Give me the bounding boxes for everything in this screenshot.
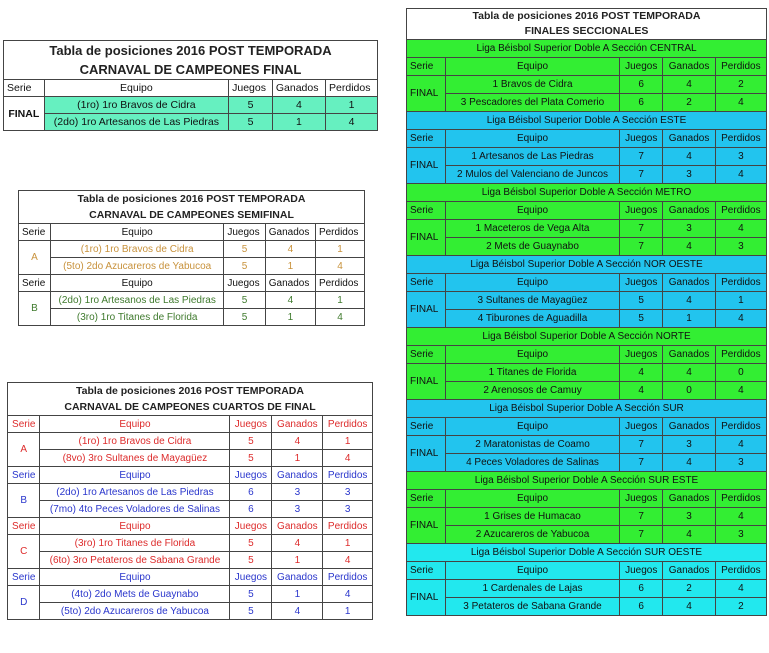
section-header (407, 112, 767, 130)
table-row: (2do) 1ro Artesanos de Las Piedras 5 1 4 (4, 114, 378, 131)
table-row: C (3ro) 1ro Titanes de Florida 5 4 1 (8, 535, 373, 552)
table-row: (5to) 2do Azucareros de Yabucoa 5 1 4 (19, 258, 365, 275)
seccionales-table-title: Tabla de posiciones 2016 POST TEMPORADA FINALES SECCIONALES (407, 9, 767, 40)
semifinal-standings-table (18, 190, 365, 326)
serie-label: FINAL (407, 436, 446, 472)
semifinal-table-title: Tabla de posiciones 2016 POST TEMPORADA CARNAVAL DE CAMPEONES SEMIFINAL (19, 191, 365, 224)
serie-label: A (19, 241, 51, 275)
team-name: (2do) 1ro Artesanos de Las Piedras (44, 114, 228, 131)
serie-label: FINAL (4, 97, 45, 131)
table-row: 2 Mets de Guaynabo 7 4 3 (407, 238, 767, 256)
header-row: Serie Equipo Juegos Ganados Perdidos (8, 467, 373, 484)
table-row: D (4to) 2do Mets de Guaynabo 5 1 4 (8, 586, 373, 603)
table-row: (7mo) 4to Peces Voladores de Salinas 6 3 3 (8, 501, 373, 518)
table-row: (6to) 3ro Petateros de Sabana Grande 5 1 4 (8, 552, 373, 569)
table-row: 2 Azucareros de Yabucoa 7 4 3 (407, 526, 767, 544)
table-row: (8vo) 3ro Sultanes de Mayagüez 5 1 4 (8, 450, 373, 467)
final-standings-table (3, 40, 378, 131)
table-row: FINAL 3 Sultanes de Mayagüez 5 4 1 (407, 292, 767, 310)
table-row: 4 Tiburones de Aguadilla 5 1 4 (407, 310, 767, 328)
serie-label: FINAL (407, 148, 446, 184)
section-name: Liga Béisbol Superior Doble A Sección NORTE (407, 328, 767, 346)
section-header (407, 184, 767, 202)
header-row: Serie Equipo Juegos Ganados Perdidos (19, 224, 365, 241)
cuartos-standings-table (7, 382, 373, 620)
header-row: Serie Equipo Juegos Ganados Perdidos (4, 80, 378, 97)
header-row: Serie Equipo Juegos Ganados Perdidos (407, 202, 767, 220)
table-row: 3 Petateros de Sabana Grande 6 4 2 (407, 598, 767, 616)
section-name: Liga Béisbol Superior Doble A Sección ESTE (407, 112, 767, 130)
team-name: (1ro) 1ro Bravos de Cidra (44, 97, 228, 114)
seccionales-body (407, 40, 767, 616)
section-header (407, 400, 767, 418)
cuartos-body (8, 416, 373, 620)
cuartos-table-title: Tabla de posiciones 2016 POST TEMPORADA CARNAVAL DE CAMPEONES CUARTOS DE FINAL (8, 383, 373, 416)
section-header (407, 544, 767, 562)
section-header (407, 328, 767, 346)
header-row: Serie Equipo Juegos Ganados Perdidos (407, 58, 767, 76)
table-row: (3ro) 1ro Titanes de Florida 5 1 4 (19, 309, 365, 326)
serie-label: FINAL (407, 364, 446, 400)
table-row: B (2do) 1ro Artesanos de Las Piedras 5 4 1 (19, 292, 365, 309)
section-header (407, 472, 767, 490)
serie-label: FINAL (407, 580, 446, 616)
table-row: A (1ro) 1ro Bravos de Cidra 5 4 1 (8, 433, 373, 450)
section-name: Liga Béisbol Superior Doble A Sección SUR OESTE (407, 544, 767, 562)
header-row: Serie Equipo Juegos Ganados Perdidos (19, 275, 365, 292)
serie-label: FINAL (407, 220, 446, 256)
section-header (407, 256, 767, 274)
section-header (407, 40, 767, 58)
serie-label: A (8, 433, 40, 467)
serie-label: D (8, 586, 40, 620)
seccionales-standings-table (406, 8, 767, 616)
table-row: FINAL 1 Maceteros de Vega Alta 7 3 4 (407, 220, 767, 238)
header-row: Serie Equipo Juegos Ganados Perdidos (407, 490, 767, 508)
table-row: 2 Arenosos de Camuy 4 0 4 (407, 382, 767, 400)
serie-label: B (19, 292, 51, 326)
table-row: 4 Peces Voladores de Salinas 7 4 3 (407, 454, 767, 472)
serie-label: FINAL (407, 508, 446, 544)
header-row: Serie Equipo Juegos Ganados Perdidos (407, 130, 767, 148)
table-row: A (1ro) 1ro Bravos de Cidra 5 4 1 (19, 241, 365, 258)
table-row: 3 Pescadores del Plata Comerio 6 2 4 (407, 94, 767, 112)
table-row: 2 Mulos del Valenciano de Juncos 7 3 4 (407, 166, 767, 184)
header-row: Serie Equipo Juegos Ganados Perdidos (407, 274, 767, 292)
header-row: Serie Equipo Juegos Ganados Perdidos (8, 416, 373, 433)
section-name: Liga Béisbol Superior Doble A Sección NOR OESTE (407, 256, 767, 274)
serie-label: FINAL (407, 76, 446, 112)
header-row: Serie Equipo Juegos Ganados Perdidos (407, 562, 767, 580)
section-name: Liga Béisbol Superior Doble A Sección SUR ESTE (407, 472, 767, 490)
table-row: FINAL (1ro) 1ro Bravos de Cidra 5 4 1 (4, 97, 378, 114)
table-row: B (2do) 1ro Artesanos de Las Piedras 6 3 3 (8, 484, 373, 501)
table-row: FINAL 1 Titanes de Florida 4 4 0 (407, 364, 767, 382)
table-row: (5to) 2do Azucareros de Yabucoa 5 4 1 (8, 603, 373, 620)
table-row: FINAL 1 Cardenales de Lajas 6 2 4 (407, 580, 767, 598)
table-row: FINAL 1 Bravos de Cidra 6 4 2 (407, 76, 767, 94)
header-row: Serie Equipo Juegos Ganados Perdidos (8, 569, 373, 586)
section-name: Liga Béisbol Superior Doble A Sección CENTRAL (407, 40, 767, 58)
header-row: Serie Equipo Juegos Ganados Perdidos (407, 346, 767, 364)
section-name: Liga Béisbol Superior Doble A Sección METRO (407, 184, 767, 202)
serie-label: B (8, 484, 40, 518)
serie-label: C (8, 535, 40, 569)
serie-label: FINAL (407, 292, 446, 328)
table-row: FINAL 2 Maratonistas de Coamo 7 3 4 (407, 436, 767, 454)
final-table-title: Tabla de posiciones 2016 POST TEMPORADA CARNAVAL DE CAMPEONES FINAL (4, 41, 378, 80)
header-row: Serie Equipo Juegos Ganados Perdidos (8, 518, 373, 535)
section-name: Liga Béisbol Superior Doble A Sección SUR (407, 400, 767, 418)
table-row: FINAL 1 Artesanos de Las Piedras 7 4 3 (407, 148, 767, 166)
header-row: Serie Equipo Juegos Ganados Perdidos (407, 418, 767, 436)
table-row: FINAL 1 Grises de Humacao 7 3 4 (407, 508, 767, 526)
